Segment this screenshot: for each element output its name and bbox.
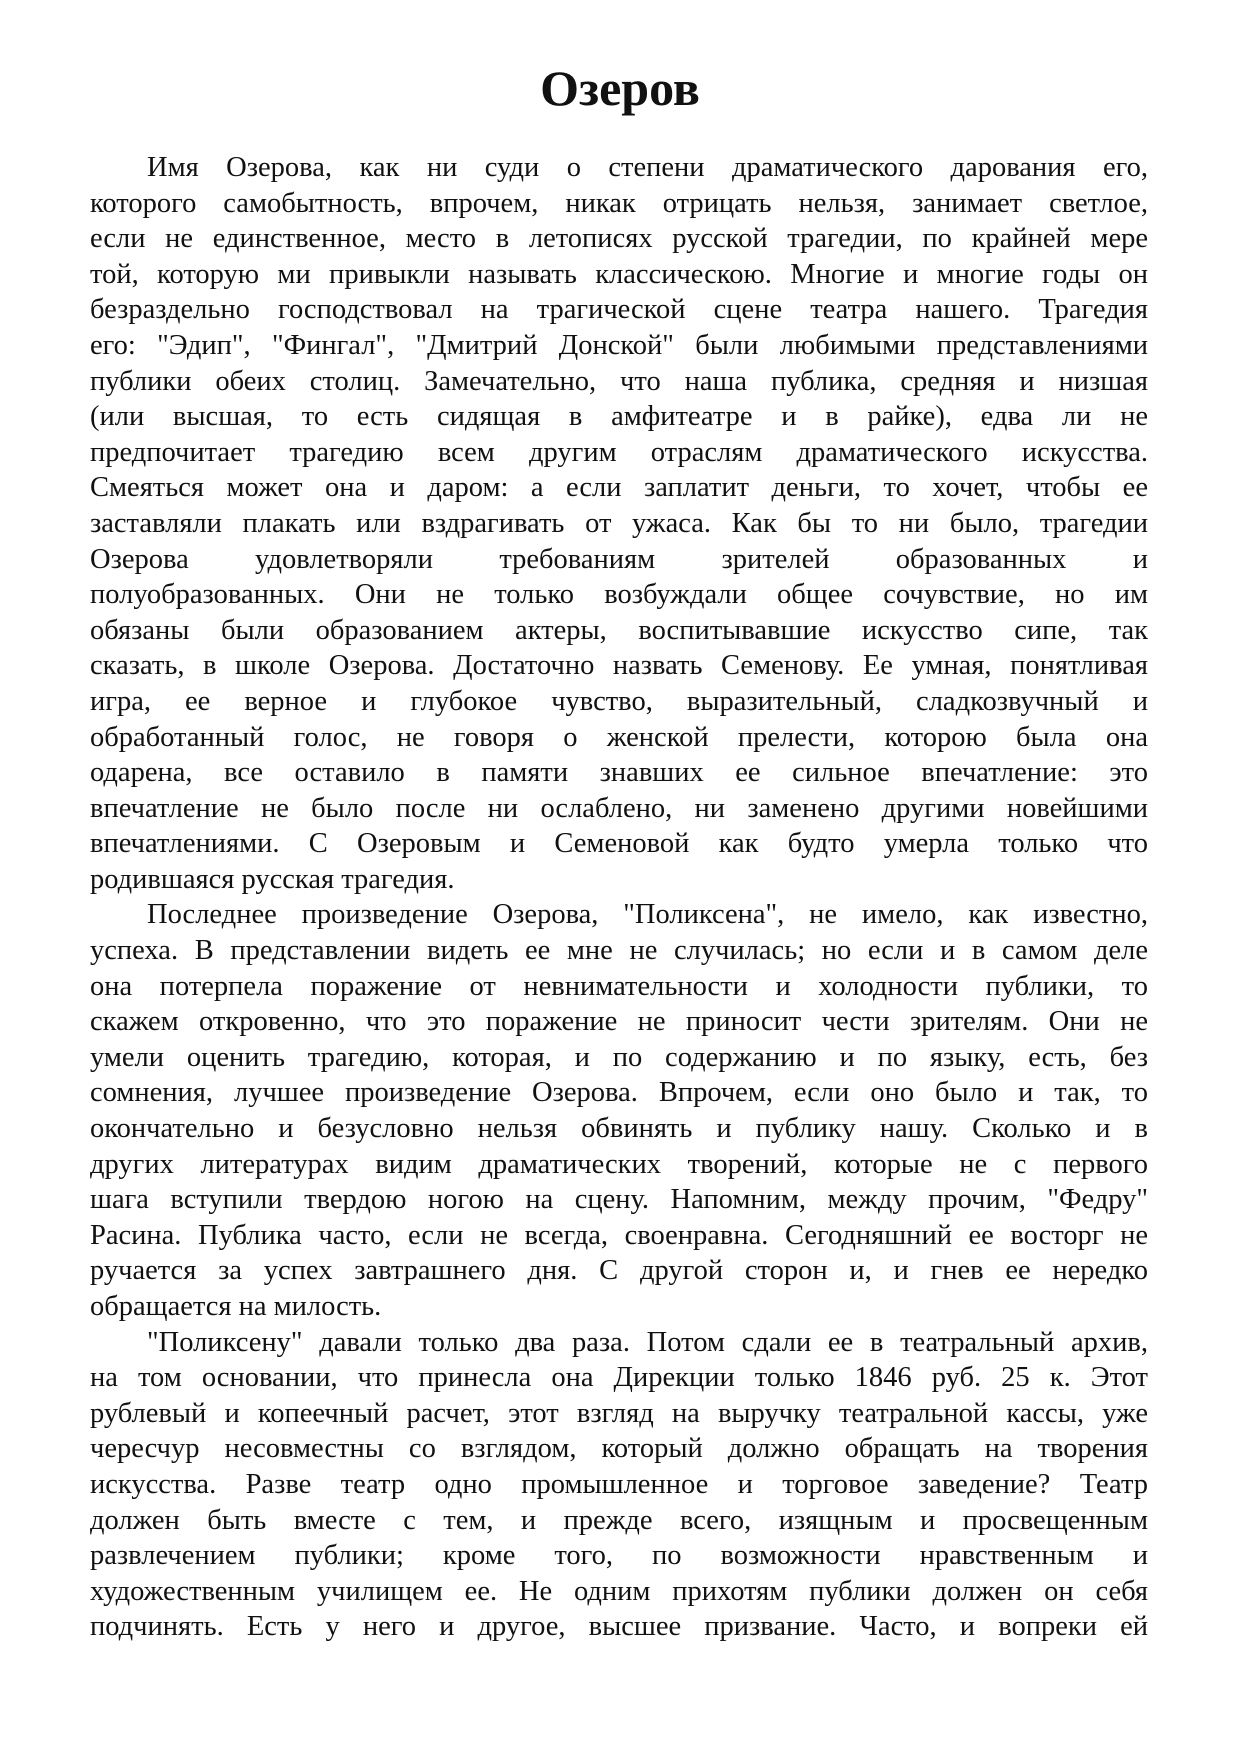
text-line: она потерпела поражение от невнимательности и холодности публики, то — [90, 970, 1148, 1002]
text-line: подчинять. Есть у него и другое, высшее призвание. Часто, и вопреки ей — [90, 1611, 1148, 1643]
document-body — [90, 150, 1148, 1645]
text-line: впечатление не было после ни ослаблено, ни заменено другими новейшими — [90, 792, 1148, 824]
text-line: художественным училищем ее. Не одним прихотям публики должен он себя — [90, 1575, 1148, 1607]
text-line: впечатлениями. С Озеровым и Семеновой как будто умерла только что — [90, 828, 1148, 860]
text-line: умели оценить трагедию, которая, и по содержанию и по языку, есть, без — [90, 1041, 1148, 1073]
text-line: сомнения, лучшее произведение Озерова. Впрочем, если оно было и так, то — [90, 1077, 1148, 1109]
text-line: рублевый и копеечный расчет, этот взгляд на выручку театральной кассы, уже — [90, 1397, 1148, 1429]
text-line: искусства. Разве театр одно промышленное и торговое заведение? Театр — [90, 1468, 1148, 1500]
text-line: игра, ее верное и глубокое чувство, выразительный, сладкозвучный и — [90, 685, 1148, 717]
text-line: предпочитает трагедию всем другим отраслям драматического искусства. — [90, 436, 1148, 468]
text-line: ручается за успех завтрашнего дня. С другой сторон и, и гнев ее нередко — [90, 1255, 1148, 1287]
text-line: которого самобытность, впрочем, никак отрицать нельзя, занимает светлое, — [90, 187, 1148, 219]
text-line: Озерова удовлетворяли требованиям зрителей образованных и — [90, 543, 1148, 575]
text-line: заставляли плакать или вздрагивать от ужаса. Как бы то ни было, трагедии — [90, 507, 1148, 539]
text-line: его: "Эдип", "Фингал", "Дмитрий Донской" были любимыми представлениями — [90, 329, 1148, 361]
text-line: других литературах видим драматических творений, которые не с первого — [90, 1148, 1148, 1180]
text-line: развлечением публики; кроме того, по возможности нравственным и — [90, 1540, 1148, 1572]
text-line: должен быть вместе с тем, и прежде всего, изящным и просвещенным — [90, 1504, 1148, 1536]
paragraph — [90, 897, 1148, 1324]
text-line: публики обеих столиц. Замечательно, что наша публика, средняя и низшая — [90, 365, 1148, 397]
paragraph — [90, 1325, 1148, 1645]
text-line: одарена, все оставило в памяти знавших ее сильное впечатление: это — [90, 757, 1148, 789]
text-line: скажем откровенно, что это поражение не приносит чести зрителям. Они не — [90, 1006, 1148, 1038]
text-line: окончательно и безусловно нельзя обвинять и публику нашу. Сколько и в — [90, 1113, 1148, 1145]
document-title: Озеров — [540, 60, 700, 116]
text-line: той, которую ми привыкли называть классическою. Многие и многие годы он — [90, 258, 1148, 290]
text-line: если не единственное, место в летописях русской трагедии, по крайней мере — [90, 223, 1148, 255]
text-line: обращается на милость. — [90, 1291, 382, 1322]
paragraph — [90, 150, 1148, 897]
text-line: Последнее произведение Озерова, "Поликсена", не имело, как известно, — [147, 899, 1148, 931]
text-line: сказать, в школе Озерова. Достаточно назвать Семенову. Ее умная, понятливая — [90, 650, 1148, 682]
text-line: Расина. Публика часто, если не всегда, своенравна. Сегодняшний ее восторг не — [90, 1219, 1148, 1251]
text-line: родившаяся русская трагедия. — [90, 863, 455, 895]
text-line: обработанный голос, не говоря о женской прелести, которою была она — [90, 721, 1148, 753]
text-line: на том основании, что принесла она Дирекции только 1846 руб. 25 к. Этот — [90, 1362, 1148, 1394]
text-line: "Поликсену" давали только два раза. Потом сдали ее в театральный архив, — [147, 1326, 1148, 1358]
text-line: чересчур несовместны со взглядом, который должно обращать на творения — [90, 1433, 1148, 1465]
text-line: успеха. В представлении видеть ее мне не случилась; но если и в самом деле — [90, 935, 1148, 967]
text-line: шага вступили твердою ногою на сцену. Напомним, между прочим, "Федру" — [90, 1184, 1148, 1216]
text-line: обязаны были образованием актеры, воспитывавшие искусство сипе, так — [90, 614, 1148, 646]
text-line: безраздельно господствовал на трагической сцене театра нашего. Трагедия — [90, 294, 1148, 326]
text-line: Смеяться может она и даром: а если заплатит деньги, то хочет, чтобы ее — [90, 472, 1148, 504]
text-line: Имя Озерова, как ни суди о степени драматического дарования его, — [147, 152, 1148, 183]
text-line: (или высшая, то есть сидящая в амфитеатре и в райке), едва ли не — [90, 401, 1148, 433]
text-line: полуобразованных. Они не только возбуждали общее сочувствие, но им — [90, 579, 1148, 611]
